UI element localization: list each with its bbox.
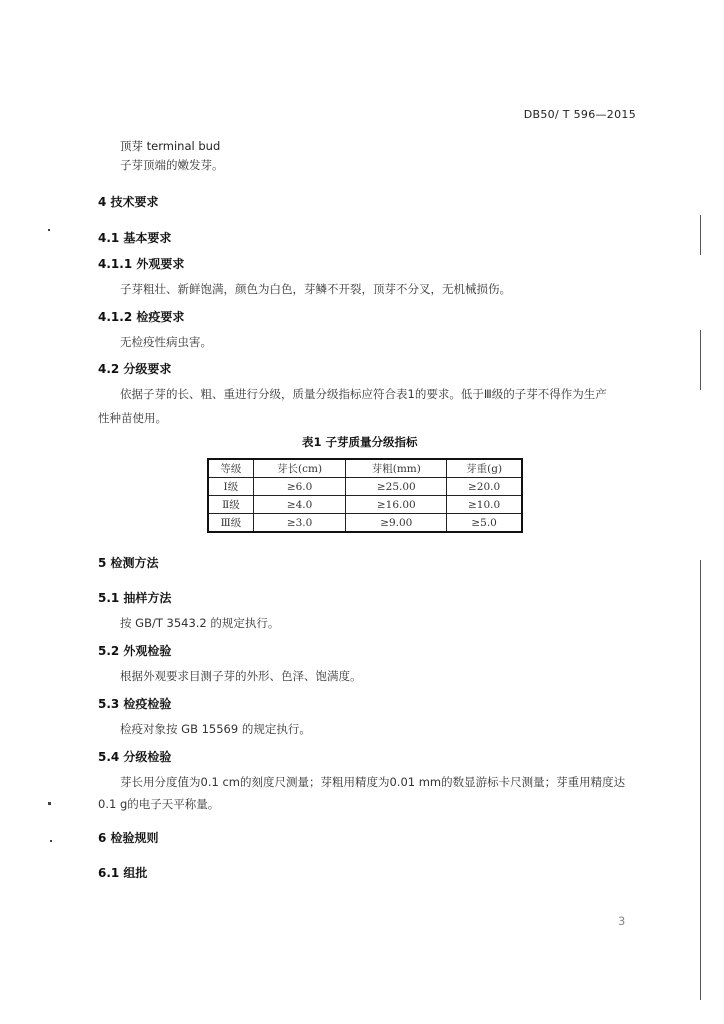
table-cell: ≥4.0 [253,496,346,514]
table-header-cell: 等级 [208,459,253,478]
table-cell: ≥5.0 [447,514,522,533]
section-5-3-heading: 5.3 检疫检验 [98,697,172,711]
table-cell: ≥25.00 [346,478,447,496]
section-4-2-text-line2: 性种苗使用。 [98,411,167,425]
section-5-4-text-line1: 芽长用分度值为0.1 cm的刻度尺测量；芽粗用精度为0.01 mm的数显游标卡尺测量；芽重用精度达 [120,775,626,789]
section-4-1-2-heading: 4.1.2 检疫要求 [98,310,185,324]
table-caption: 表1 子芽质量分级指标 [302,435,418,449]
section-5-1-heading: 5.1 抽样方法 [98,591,172,605]
section-4-2-heading: 4.2 分级要求 [98,362,172,376]
section-5-2-text: 根据外观要求目测子芽的外形、色泽、饱满度。 [120,669,362,683]
table-row [208,514,522,533]
table-header-cell: 芽长(cm) [253,459,346,478]
scan-edge-mark [700,560,701,1000]
scan-edge-mark [700,215,701,255]
table-cell: Ⅲ级 [208,514,253,533]
term-definition: 子芽顶端的嫩发芽。 [120,158,224,172]
section-4-1-2-text: 无检疫性病虫害。 [120,335,212,349]
table-header-cell: 芽重(g) [447,459,522,478]
table-header-cell: 芽粗(mm) [346,459,447,478]
section-5-4-heading: 5.4 分级检验 [98,750,172,764]
section-4-2-text-line1: 依据子芽的长、粗、重进行分级，质量分级指标应符合表1的要求。低于Ⅲ级的子芽不得作为生产 [120,387,607,401]
section-6-heading: 6 检验规则 [98,831,159,845]
section-5-1-text: 按 GB/T 3543.2 的规定执行。 [120,616,280,630]
section-5-heading: 5 检测方法 [98,556,159,570]
page-number: 3 [618,914,626,928]
table-row [208,478,522,496]
scan-speck [48,802,51,805]
section-4-1-1-heading: 4.1.1 外观要求 [98,257,185,271]
section-6-1-heading: 6.1 组批 [98,866,148,880]
scan-edge-mark [700,330,701,390]
table-cell: ≥16.00 [346,496,447,514]
section-5-3-text: 检疫对象按 GB 15569 的规定执行。 [120,722,311,736]
table-cell: Ⅰ级 [208,478,253,496]
document-code: DB50/ T 596—2015 [523,108,636,121]
section-4-heading: 4 技术要求 [98,195,159,209]
table-cell: ≥6.0 [253,478,346,496]
table-cell: ≥20.0 [447,478,522,496]
section-5-2-heading: 5.2 外观检验 [98,644,172,658]
table-cell: Ⅱ级 [208,496,253,514]
table-cell: ≥3.0 [253,514,346,533]
section-4-1-1-text: 子芽粗壮、新鲜饱满，颜色为白色，芽鳞不开裂，顶芽不分叉，无机械损伤。 [120,282,511,296]
table-header-row [208,459,522,478]
scan-speck [50,840,52,842]
table-cell: ≥9.00 [346,514,447,533]
table-row [208,496,522,514]
section-5-4-text-line2: 0.1 g的电子天平称量。 [98,797,220,811]
term-title: 顶芽 terminal bud [120,139,221,153]
section-4-1-heading: 4.1 基本要求 [98,231,172,245]
table-cell: ≥10.0 [447,496,522,514]
scan-speck [48,229,50,231]
grade-table [207,458,523,533]
